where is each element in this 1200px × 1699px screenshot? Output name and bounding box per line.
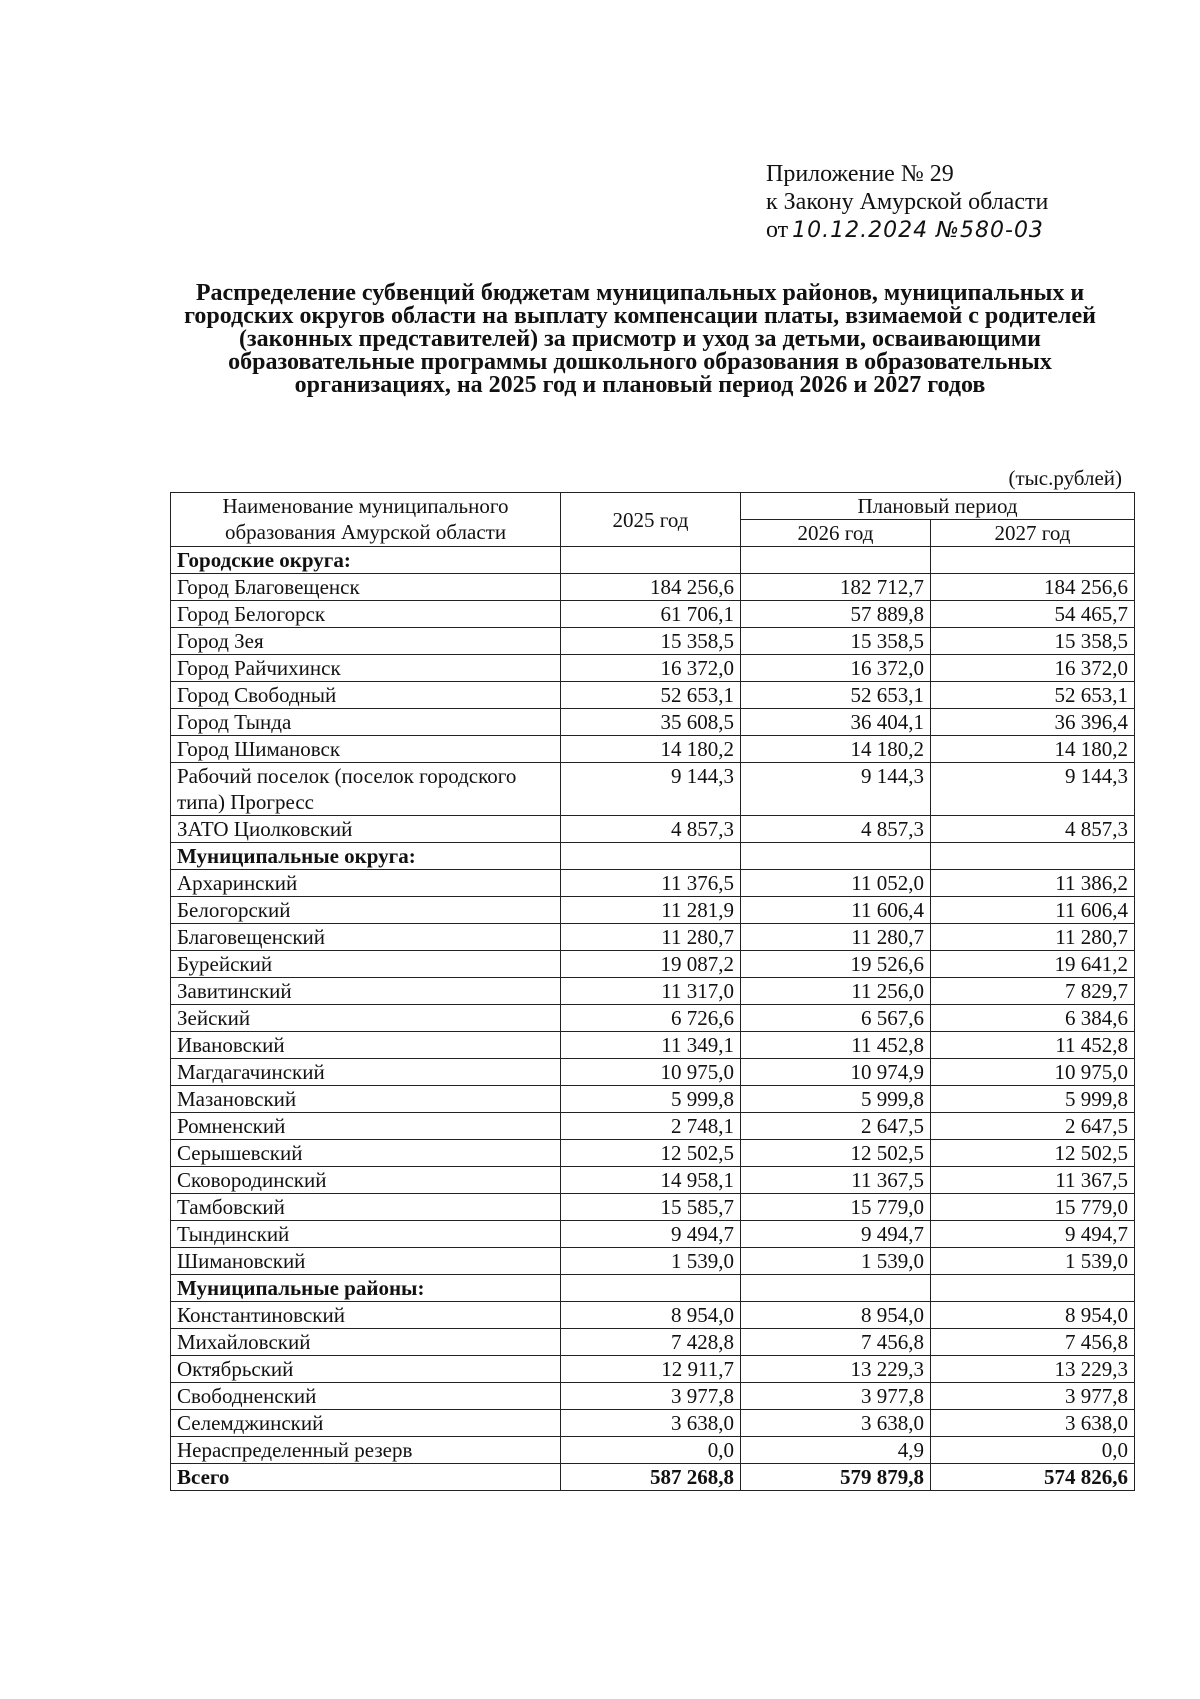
empty-cell [931, 843, 1135, 870]
handwritten-date-number: 10.12.2024 №580-03 [792, 218, 1044, 243]
municipality-name: Город Свободный [171, 682, 561, 709]
value-2025: 11 280,7 [561, 924, 741, 951]
value-2025: 12 911,7 [561, 1356, 741, 1383]
municipality-name: Нераспределенный резерв [171, 1437, 561, 1464]
empty-cell [561, 547, 741, 574]
value-2025: 587 268,8 [561, 1464, 741, 1491]
value-2027: 5 999,8 [931, 1086, 1135, 1113]
value-2025: 35 608,5 [561, 709, 741, 736]
value-2026: 9 494,7 [741, 1221, 931, 1248]
value-2027: 9 494,7 [931, 1221, 1135, 1248]
value-2025: 184 256,6 [561, 574, 741, 601]
value-2027: 8 954,0 [931, 1302, 1135, 1329]
value-2026: 5 999,8 [741, 1086, 931, 1113]
empty-cell [741, 1275, 931, 1302]
table-row [171, 816, 1135, 843]
header-planned-period: Плановый период [741, 493, 1135, 520]
municipality-name: Город Шимановск [171, 736, 561, 763]
table-row [171, 1329, 1135, 1356]
empty-cell [931, 547, 1135, 574]
header-2026: 2026 год [741, 520, 931, 547]
municipality-name: Город Зея [171, 628, 561, 655]
value-2027: 54 465,7 [931, 601, 1135, 628]
appendix-date-line [766, 216, 1048, 245]
value-2026: 8 954,0 [741, 1302, 931, 1329]
value-2027: 11 452,8 [931, 1032, 1135, 1059]
units-label: (тыс.рублей) [1008, 466, 1122, 490]
empty-cell [561, 1275, 741, 1302]
table-row [171, 1086, 1135, 1113]
value-2025: 3 638,0 [561, 1410, 741, 1437]
value-2025: 14 958,1 [561, 1167, 741, 1194]
value-2027: 3 638,0 [931, 1410, 1135, 1437]
table-row [171, 897, 1135, 924]
value-2027: 7 829,7 [931, 978, 1135, 1005]
value-2025: 4 857,3 [561, 816, 741, 843]
value-2025: 6 726,6 [561, 1005, 741, 1032]
value-2026: 11 052,0 [741, 870, 931, 897]
appendix-date-prefix: от [766, 217, 789, 243]
value-2027: 7 456,8 [931, 1329, 1135, 1356]
section-header-row [171, 843, 1135, 870]
value-2026: 11 367,5 [741, 1167, 931, 1194]
value-2026: 579 879,8 [741, 1464, 931, 1491]
table-row [171, 1248, 1135, 1275]
table-row [171, 655, 1135, 682]
value-2026: 14 180,2 [741, 736, 931, 763]
table-row [171, 1059, 1135, 1086]
municipality-name: Ивановский [171, 1032, 561, 1059]
value-2025: 19 087,2 [561, 951, 741, 978]
value-2027: 11 386,2 [931, 870, 1135, 897]
value-2025: 11 281,9 [561, 897, 741, 924]
value-2027: 13 229,3 [931, 1356, 1135, 1383]
table-row [171, 1167, 1135, 1194]
municipality-name: Мазановский [171, 1086, 561, 1113]
value-2027: 52 653,1 [931, 682, 1135, 709]
value-2026: 4,9 [741, 1437, 931, 1464]
value-2027: 3 977,8 [931, 1383, 1135, 1410]
value-2026: 11 256,0 [741, 978, 931, 1005]
municipality-name: Белогорский [171, 897, 561, 924]
value-2027: 11 367,5 [931, 1167, 1135, 1194]
municipality-name: Город Райчихинск [171, 655, 561, 682]
municipality-name: Город Белогорск [171, 601, 561, 628]
value-2026: 3 977,8 [741, 1383, 931, 1410]
appendix-block [766, 160, 1048, 245]
value-2025: 14 180,2 [561, 736, 741, 763]
municipality-name: Рабочий поселок (поселок городского типа) Прогресс [171, 763, 561, 816]
value-2026: 6 567,6 [741, 1005, 931, 1032]
value-2025: 5 999,8 [561, 1086, 741, 1113]
value-2026: 2 647,5 [741, 1113, 931, 1140]
value-2026: 3 638,0 [741, 1410, 931, 1437]
table-row [171, 1005, 1135, 1032]
value-2026: 11 606,4 [741, 897, 931, 924]
value-2027: 10 975,0 [931, 1059, 1135, 1086]
header-name: Наименование муниципального образования Амурской области [171, 493, 561, 547]
section-header-row [171, 1275, 1135, 1302]
value-2025: 8 954,0 [561, 1302, 741, 1329]
municipality-name: Город Благовещенск [171, 574, 561, 601]
empty-cell [931, 1275, 1135, 1302]
value-2025: 15 358,5 [561, 628, 741, 655]
value-2026: 11 280,7 [741, 924, 931, 951]
table-row [171, 870, 1135, 897]
value-2026: 11 452,8 [741, 1032, 931, 1059]
municipality-name: Тындинский [171, 1221, 561, 1248]
municipality-name: Свободненский [171, 1383, 561, 1410]
value-2026: 7 456,8 [741, 1329, 931, 1356]
appendix-number: Приложение № 29 [766, 161, 954, 187]
value-2027: 15 358,5 [931, 628, 1135, 655]
value-2027: 6 384,6 [931, 1005, 1135, 1032]
value-2026: 52 653,1 [741, 682, 931, 709]
municipality-name: Константиновский [171, 1302, 561, 1329]
table-row [171, 763, 1135, 816]
table-row [171, 1302, 1135, 1329]
municipality-name: Серышевский [171, 1140, 561, 1167]
value-2027: 16 372,0 [931, 655, 1135, 682]
table-row [171, 1437, 1135, 1464]
section-title: Муниципальные районы: [171, 1275, 561, 1302]
table-row [171, 1383, 1135, 1410]
municipality-name: Сковородинский [171, 1167, 561, 1194]
table-row [171, 709, 1135, 736]
value-2025: 7 428,8 [561, 1329, 741, 1356]
value-2027: 12 502,5 [931, 1140, 1135, 1167]
table-row [171, 978, 1135, 1005]
value-2026: 16 372,0 [741, 655, 931, 682]
municipality-name: Всего [171, 1464, 561, 1491]
value-2025: 1 539,0 [561, 1248, 741, 1275]
table-row [171, 601, 1135, 628]
value-2025: 3 977,8 [561, 1383, 741, 1410]
municipality-name: Селемджинский [171, 1410, 561, 1437]
table-body [171, 547, 1135, 1491]
table-row [171, 736, 1135, 763]
value-2027: 4 857,3 [931, 816, 1135, 843]
value-2027: 11 280,7 [931, 924, 1135, 951]
value-2025: 11 317,0 [561, 978, 741, 1005]
value-2025: 10 975,0 [561, 1059, 741, 1086]
municipality-name: Шимановский [171, 1248, 561, 1275]
value-2026: 15 779,0 [741, 1194, 931, 1221]
section-title: Муниципальные округа: [171, 843, 561, 870]
value-2026: 57 889,8 [741, 601, 931, 628]
value-2025: 2 748,1 [561, 1113, 741, 1140]
value-2027: 15 779,0 [931, 1194, 1135, 1221]
value-2026: 182 712,7 [741, 574, 931, 601]
value-2027: 184 256,6 [931, 574, 1135, 601]
value-2027: 36 396,4 [931, 709, 1135, 736]
municipality-name: ЗАТО Циолковский [171, 816, 561, 843]
value-2025: 15 585,7 [561, 1194, 741, 1221]
value-2026: 1 539,0 [741, 1248, 931, 1275]
municipality-name: Благовещенский [171, 924, 561, 951]
table-row [171, 628, 1135, 655]
empty-cell [741, 843, 931, 870]
value-2027: 14 180,2 [931, 736, 1135, 763]
value-2026: 10 974,9 [741, 1059, 931, 1086]
appendix-law-ref: к Закону Амурской области [766, 189, 1049, 215]
table-header [171, 493, 1135, 547]
table-row [171, 1221, 1135, 1248]
value-2025: 61 706,1 [561, 601, 741, 628]
value-2025: 16 372,0 [561, 655, 741, 682]
value-2025: 11 376,5 [561, 870, 741, 897]
budget-table [170, 492, 1135, 1491]
value-2025: 9 144,3 [561, 763, 741, 816]
value-2025: 52 653,1 [561, 682, 741, 709]
table-row [171, 1113, 1135, 1140]
header-2025: 2025 год [561, 493, 741, 547]
value-2026: 13 229,3 [741, 1356, 931, 1383]
table-row [171, 951, 1135, 978]
value-2027: 1 539,0 [931, 1248, 1135, 1275]
value-2026: 36 404,1 [741, 709, 931, 736]
document-title: Распределение субвенций бюджетам муниципальных районов, муниципальных и городских округов области на выплату компенсации платы, взимаемой с родителей (законных представителей) за присмотр и уход за детьми, осваивающими образовательные программы дошкольного образования в образовательных организациях, на 2025 год и плановый период 2026 и 2027 годов [184, 280, 1096, 398]
value-2025: 9 494,7 [561, 1221, 741, 1248]
municipality-name: Ромненский [171, 1113, 561, 1140]
value-2027: 574 826,6 [931, 1464, 1135, 1491]
table-row [171, 1410, 1135, 1437]
value-2025: 12 502,5 [561, 1140, 741, 1167]
header-2027: 2027 год [931, 520, 1135, 547]
table-row [171, 574, 1135, 601]
table-row [171, 924, 1135, 951]
value-2026: 15 358,5 [741, 628, 931, 655]
value-2026: 4 857,3 [741, 816, 931, 843]
value-2026: 19 526,6 [741, 951, 931, 978]
municipality-name: Завитинский [171, 978, 561, 1005]
value-2027: 0,0 [931, 1437, 1135, 1464]
municipality-name: Зейский [171, 1005, 561, 1032]
value-2026: 12 502,5 [741, 1140, 931, 1167]
municipality-name: Октябрьский [171, 1356, 561, 1383]
value-2027: 2 647,5 [931, 1113, 1135, 1140]
section-header-row [171, 547, 1135, 574]
value-2027: 11 606,4 [931, 897, 1135, 924]
section-title: Городские округа: [171, 547, 561, 574]
table-row [171, 1140, 1135, 1167]
municipality-name: Бурейский [171, 951, 561, 978]
table-row [171, 682, 1135, 709]
table-row [171, 1194, 1135, 1221]
municipality-name: Город Тында [171, 709, 561, 736]
municipality-name: Магдагачинский [171, 1059, 561, 1086]
municipality-name: Архаринский [171, 870, 561, 897]
value-2027: 19 641,2 [931, 951, 1135, 978]
table-row [171, 1356, 1135, 1383]
empty-cell [561, 843, 741, 870]
municipality-name: Михайловский [171, 1329, 561, 1356]
value-2025: 11 349,1 [561, 1032, 741, 1059]
value-2025: 0,0 [561, 1437, 741, 1464]
empty-cell [741, 547, 931, 574]
value-2027: 9 144,3 [931, 763, 1135, 816]
total-row [171, 1464, 1135, 1491]
value-2026: 9 144,3 [741, 763, 931, 816]
table-row [171, 1032, 1135, 1059]
municipality-name: Тамбовский [171, 1194, 561, 1221]
